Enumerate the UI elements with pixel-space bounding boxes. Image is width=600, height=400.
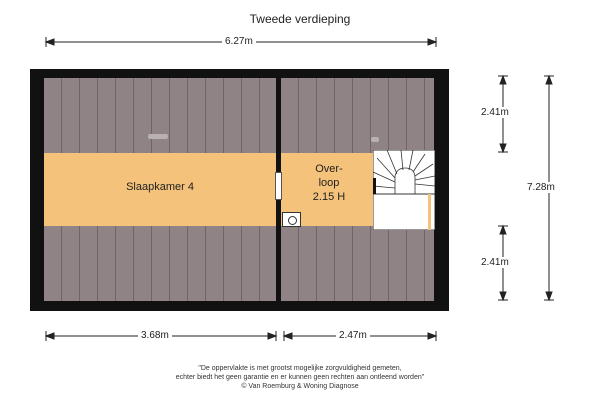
- dim-bottom-left: 3.68m: [138, 330, 172, 341]
- room-landing-label-1: Over-: [315, 163, 343, 175]
- footer-disclaimer-2: echter biedt het geen garantie en er kunnen geen rechten aan ontleend worden": [175, 374, 425, 381]
- room-bedroom-label: Slaapkamer 4: [126, 181, 194, 193]
- roof-slope-left-bottom: [44, 226, 276, 301]
- door-opening: [275, 172, 282, 200]
- dim-right-top: 2.41m: [478, 107, 512, 118]
- dim-top-width: 6.27m: [222, 36, 256, 47]
- footer-disclaimer-1: "De oppervlakte is met grootst mogelijke zorgvuldigheid gemeten,: [198, 365, 402, 372]
- dim-right-bottom: 2.41m: [478, 257, 512, 268]
- stair-rail: [373, 178, 376, 194]
- boiler-icon: [282, 212, 301, 227]
- dim-bottom-right: 2.47m: [336, 330, 370, 341]
- staircase: [373, 150, 435, 230]
- roof-slope-right-top: [281, 78, 434, 153]
- room-landing-label-2: loop: [318, 177, 340, 189]
- roof-slope-left-top: [44, 78, 276, 153]
- floor-title: Tweede verdieping: [249, 12, 351, 26]
- footer-copyright: © Van Roemburg & Woning Diagnose: [241, 383, 359, 390]
- room-landing-height: 2.15 H: [312, 191, 346, 203]
- skylight-icon: [148, 134, 168, 139]
- roof-slope-right-bottom: [281, 226, 434, 301]
- dim-right-total: 7.28m: [524, 182, 558, 193]
- skylight-icon: [371, 137, 379, 142]
